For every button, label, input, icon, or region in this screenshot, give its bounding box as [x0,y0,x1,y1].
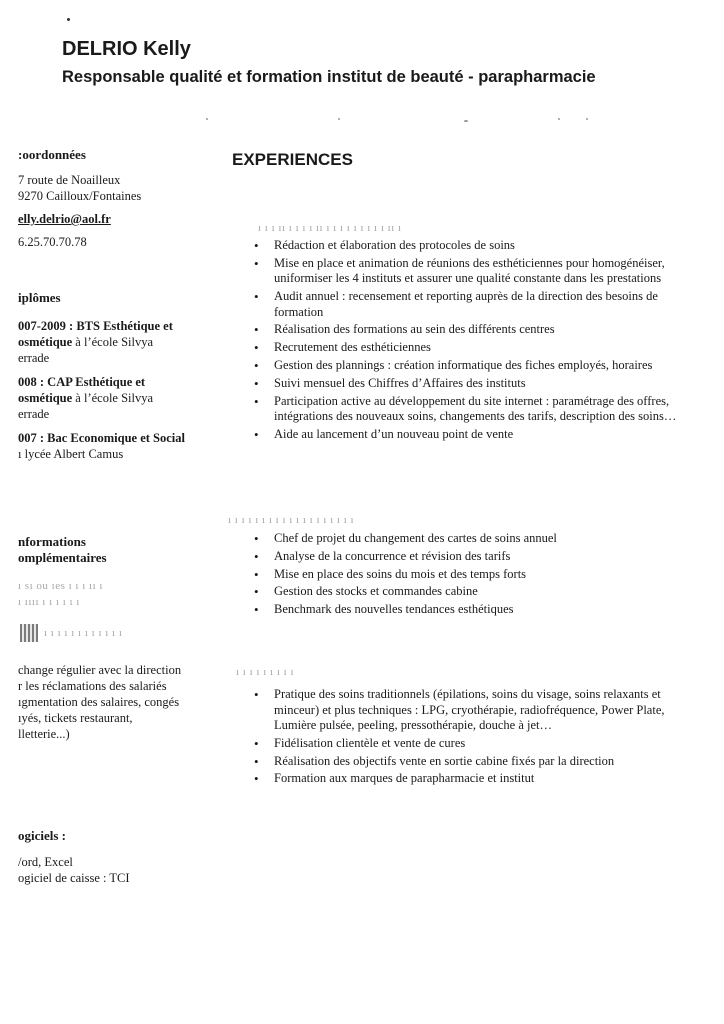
experience-bullet: • Audit annuel : recensement et reporting auprès de la direction des besoins de formation [254,289,702,320]
experience-bullet: • Participation active au développement du site internet : paramétrage des offres, intégrations des nouveaux soins, changements des tarifs, description des soins… [254,394,702,425]
faded-line: ı ıııı ı ı ı ı ı ı [18,596,80,608]
extra-info-line: change régulier avec la direction [18,663,182,677]
experience-bullet: • Chef de projet du changement des cartes de soins annuel [254,531,702,547]
faded-line: ı ı ı ı ı ı ı ı ı ı ı ı [44,627,123,639]
extra-info-heading-1: nformations [18,534,86,549]
diploma-2-field: osmétique [18,391,73,405]
job-3-bullet-list [254,687,702,789]
experience-bullet: • Réalisation des objectifs vente en sortie cabine fixés par la direction [254,754,702,770]
extra-info-line: r les réclamations des salariés [18,679,167,693]
contact-heading: :oordonnées [18,147,86,162]
experiences-heading: EXPERIENCES [232,150,353,169]
scan-speck [338,118,340,120]
experience-bullet: • Réalisation des formations au sein des différents centres [254,322,702,338]
diploma-1-school-end: errade [18,351,50,365]
experience-bullet: • Fidélisation clientèle et vente de cures [254,736,702,752]
extra-info-line: ıgmentation des salaires, congés [18,695,180,709]
diploma-2-school-end: errade [18,407,50,421]
job-3-faded-header: ı ı ı ı ı ı ı ı ı [236,666,295,678]
diploma-2-title: 008 : CAP Esthétique et [18,375,146,389]
job-1-bullet-list [254,238,702,445]
experience-bullet: • Mise en place des soins du mois et des temps forts [254,567,702,583]
diplomas-heading: iplômes [18,290,61,305]
scan-speck [464,120,468,122]
address-line-1: 7 route de Noailleux [18,173,121,187]
job-2-bullet-list [254,531,702,620]
diploma-1-field: osmétique [18,335,73,349]
extra-info-line: ıyés, tickets restaurant, [18,711,133,725]
extra-info-section [18,534,218,610]
extra-info-line: lletterie...) [18,727,70,741]
experience-bullet: • Aide au lancement d’un nouveau point de vente [254,427,702,443]
diplomas-section [18,290,218,462]
scan-speck [206,118,208,120]
scan-speck [67,18,70,21]
job-1-faded-header: ı ı ı ıı ı ı ı ı ıı ı ı ı ı ı ı ı ı ı ıı ı [258,222,402,234]
diploma-1-title: 007-2009 : BTS Esthétique et [18,319,173,333]
experience-bullet: • Formation aux marques de parapharmacie et institut [254,771,702,787]
contact-section [18,147,218,250]
software-section [18,828,218,886]
experience-bullet: • Pratique des soins traditionnels (épilations, soins du visage, soins relaxants et minceur) et plus techniques : LPG, cryothérapie, radiofréquence, Power Plate, Lumière pulsée, peeling, pressothérapie, douche à jet… [254,687,702,734]
email-link[interactable]: elly.delrio@aol.fr [18,212,111,226]
faded-line: ı sı ou ıes ı ı ı ıı ı [18,580,103,592]
experience-bullet: • Mise en place et animation de réunions des esthéticiennes pour homogénéiser, uniformiser les 4 instituts et assurer une qualité constante dans les prestations [254,256,702,287]
scan-speck [558,118,560,120]
software-heading: ogiciels : [18,828,67,843]
experience-bullet: • Gestion des plannings : création informatique des fiches employés, horaires [254,358,702,374]
software-line-2: ogiciel de caisse : TCI [18,871,130,885]
experience-bullet: • Gestion des stocks et commandes cabine [254,584,702,600]
extra-info-heading-2: omplémentaires [18,550,107,565]
address-line-2: 9270 Cailloux/Fontaines [18,189,142,203]
software-line-1: /ord, Excel [18,855,73,869]
experience-bullet: • Benchmark des nouvelles tendances esthétiques [254,602,702,618]
extra-info-body [18,662,218,742]
experience-bullet: • Suivi mensuel des Chiffres d’Affaires des instituts [254,376,702,392]
diploma-3-title: 007 : Bac Economique et Social [18,431,186,445]
diploma-2-school: à l’école Silvya [72,391,154,405]
experience-bullet: • Rédaction et élaboration des protocoles de soins [254,238,702,254]
job-2-faded-header: ı ı ı ı ı ı ı ı ı ı ı ı ı ı ı ı ı ı ı [228,514,355,526]
phone-number: 6.25.70.70.78 [18,235,87,249]
job-title: Responsable qualité et formation institut de beauté - parapharmacie [62,68,596,86]
experience-bullet: • Analyse de la concurrence et révision des tarifs [254,549,702,565]
diploma-1-school: à l’école Silvya [72,335,154,349]
experience-bullet: • Recrutement des esthéticiennes [254,340,702,356]
diploma-3-school: ı lycée Albert Camus [18,447,124,461]
candidate-name: DELRIO Kelly [62,38,191,60]
scan-artifact [20,624,38,642]
scan-speck [586,118,588,120]
